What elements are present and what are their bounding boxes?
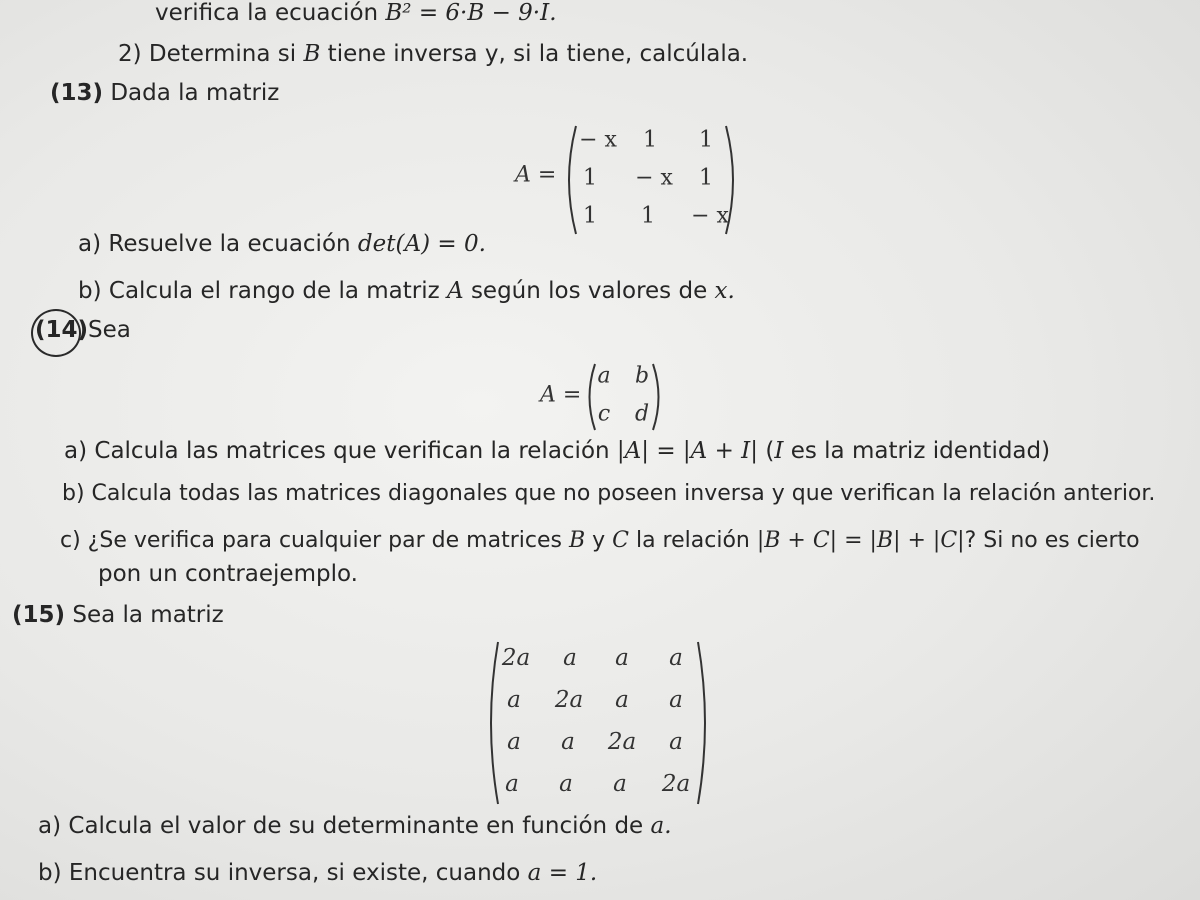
matrix-cell: 2a xyxy=(554,687,584,713)
matrix-cell: a xyxy=(563,645,577,671)
matrix-cell: 2a xyxy=(501,645,531,671)
matrix-cell: a xyxy=(669,645,683,671)
right-paren xyxy=(694,640,714,806)
left-paren xyxy=(560,124,580,236)
matrix-13 xyxy=(510,120,750,240)
problem-13-heading xyxy=(50,82,279,105)
problem-number: (14) xyxy=(35,317,89,343)
matrix-cell: 1 xyxy=(699,165,713,191)
equation: a = 1. xyxy=(527,860,598,886)
problem-13-part-a xyxy=(78,233,486,256)
text: Sea xyxy=(88,317,131,343)
text: y xyxy=(585,528,613,553)
var: C xyxy=(612,528,629,553)
var: B xyxy=(568,528,586,553)
problem-number: (15) xyxy=(12,602,66,628)
problem-12-part-1-line xyxy=(155,2,557,25)
matrix-cell: 1 xyxy=(641,203,655,229)
text: según los valores de xyxy=(463,278,715,304)
text: es la matriz identidad) xyxy=(783,438,1051,464)
matrix-cell: a xyxy=(507,729,521,755)
matrix-cell: 1 xyxy=(643,127,657,153)
matrix-cell: 2a xyxy=(607,729,637,755)
problem-14-part-c-line-2 xyxy=(98,563,358,586)
matrix-label: A = xyxy=(515,162,557,188)
var: a. xyxy=(650,813,672,839)
matrix-15 xyxy=(482,638,717,808)
matrix-14 xyxy=(538,360,678,432)
equation: det(A) = 0. xyxy=(357,231,486,257)
matrix-cell: a xyxy=(615,687,629,713)
equation: |B + C| = |B| + |C| xyxy=(756,528,965,553)
matrix-cell: − x xyxy=(579,127,617,153)
matrix-label: A = xyxy=(540,382,582,408)
matrix-cell: a xyxy=(559,771,573,797)
text: b) Encuentra su inversa, si existe, cuando xyxy=(38,860,528,886)
text: ? Si no es cierto xyxy=(964,528,1140,553)
var: x. xyxy=(714,278,735,304)
text: 2) Determina si xyxy=(118,41,304,67)
text: pon un contraejemplo. xyxy=(98,561,358,587)
matrix-cell: a xyxy=(669,687,683,713)
var: A xyxy=(447,278,464,304)
matrix-cell: 2a xyxy=(661,771,691,797)
text: ( xyxy=(758,438,775,464)
text: a) Resuelve la ecuación xyxy=(78,231,358,257)
text: a) Calcula el valor de su determinante en función de xyxy=(38,813,651,839)
matrix-cell: a xyxy=(669,729,683,755)
matrix-cell: 1 xyxy=(699,127,713,153)
matrix-cell: d xyxy=(634,401,650,427)
text: tiene inversa y, si la tiene, calcúlala. xyxy=(320,41,749,67)
matrix-cell: a xyxy=(597,363,611,389)
text: b) Calcula todas las matrices diagonales que no poseen inversa y que verifican la relación anterior. xyxy=(62,481,1156,506)
problem-15-part-a xyxy=(38,815,672,838)
text: a) Calcula las matrices que verifican la relación xyxy=(64,438,617,464)
var: I xyxy=(774,438,784,464)
problem-14-heading xyxy=(35,319,131,342)
text: Sea la matriz xyxy=(65,602,224,628)
text: b) Calcula el rango de la matriz xyxy=(78,278,448,304)
problem-14-part-c xyxy=(60,530,1140,552)
matrix-cell: 1 xyxy=(583,203,597,229)
problem-14-part-a xyxy=(64,440,1050,463)
problem-13-part-b xyxy=(78,280,735,303)
right-paren xyxy=(650,362,666,432)
matrix-cell: a xyxy=(505,771,519,797)
var: B xyxy=(303,41,321,67)
equation: B² = 6·B − 9·I. xyxy=(385,0,557,26)
matrix-cell: − x xyxy=(635,165,673,191)
text: la relación xyxy=(628,528,757,553)
problem-14-part-b xyxy=(62,483,1155,505)
problem-number: (13) xyxy=(50,80,104,106)
matrix-cell: a xyxy=(615,645,629,671)
equation: |A| = |A + I| xyxy=(616,438,759,464)
matrix-cell: 1 xyxy=(583,165,597,191)
matrix-cell: c xyxy=(597,401,611,427)
text: verifica la ecuación xyxy=(155,0,386,26)
matrix-cell: − x xyxy=(691,203,729,229)
text: c) ¿Se verifica para cualquier par de matrices xyxy=(60,528,569,553)
matrix-cell: a xyxy=(507,687,521,713)
problem-12-part-2-line xyxy=(118,43,748,66)
matrix-cell: b xyxy=(634,363,650,389)
left-paren xyxy=(582,362,598,432)
problem-15-part-b xyxy=(38,862,597,885)
left-paren xyxy=(482,640,502,806)
matrix-cell: a xyxy=(613,771,627,797)
matrix-cell: a xyxy=(561,729,575,755)
text: Dada la matriz xyxy=(103,80,280,106)
problem-15-heading xyxy=(12,604,224,627)
